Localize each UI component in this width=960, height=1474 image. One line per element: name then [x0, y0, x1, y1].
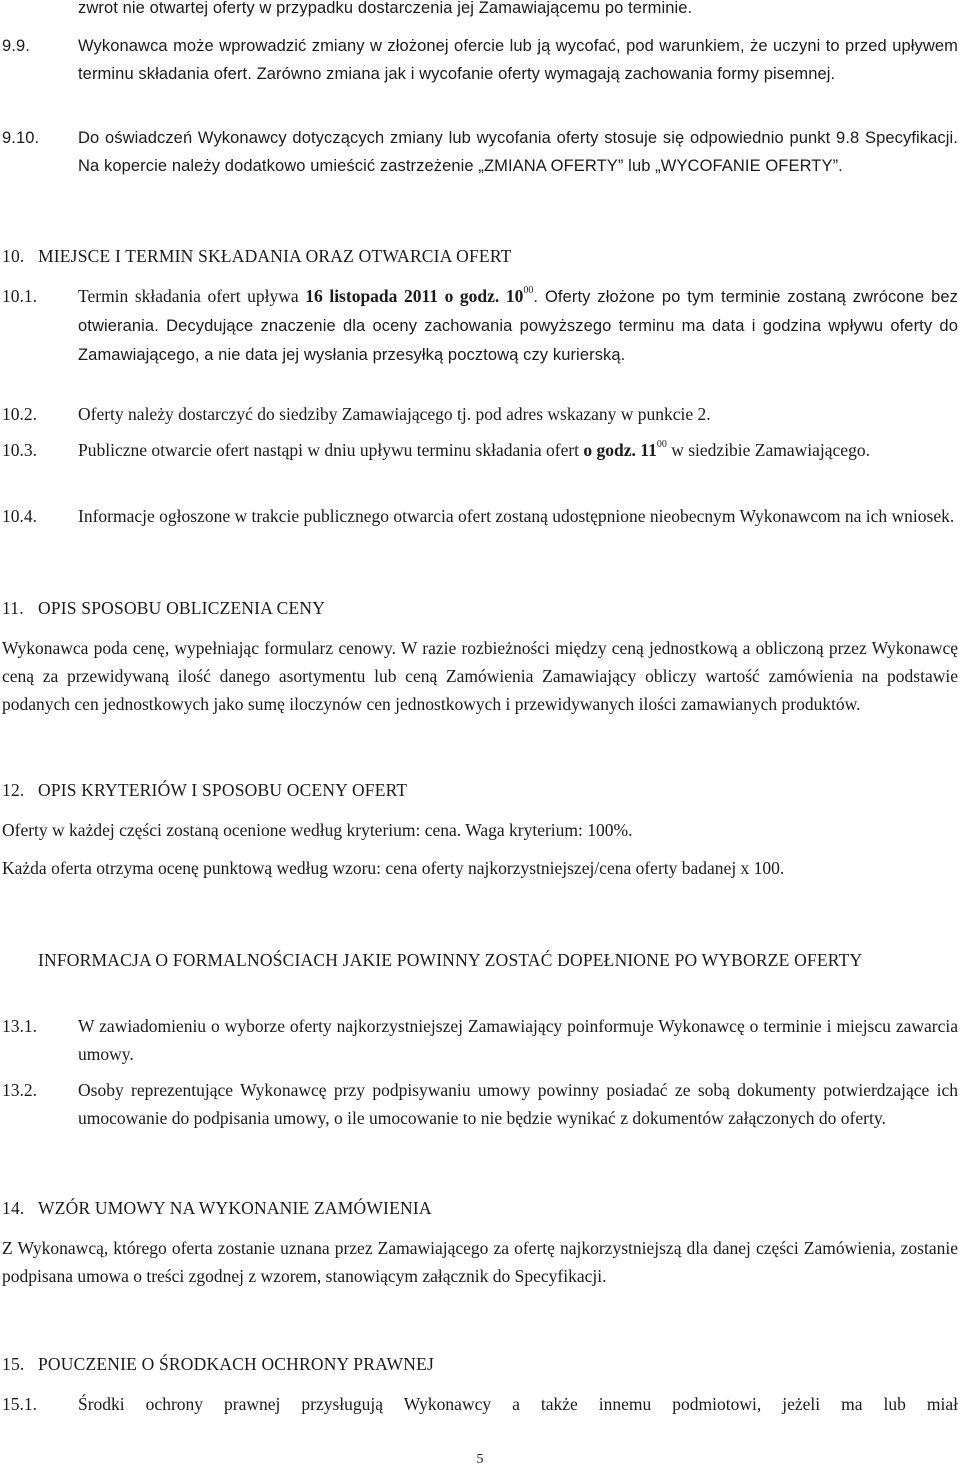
clause-9-10	[0, 124, 960, 208]
clause-number: 10.3.	[2, 440, 37, 460]
section-title: OPIS KRYTERIÓW I SPOSOBU OCENY OFERT	[38, 780, 408, 800]
clause-number: 10.1.	[2, 286, 37, 306]
clause-number: 13.1.	[2, 1016, 37, 1036]
clause-text: Termin składania ofert upływa 16 listopada 2011 o godz. $10^{00}$. Oferty złożone po tym terminie zostaną zwrócone bez otwierania. Decydujące znaczenie dla oceny zachowania powyższego terminu ma data i godzina wpływu oferty do Zamawiającego, a nie data jej wysłania przesyłką pocztową czy kurierską.	[78, 285, 958, 364]
clause-text: Publiczne otwarcie ofert nastąpi w dniu upływu terminu składania ofert o godz. $11^{00}$ w siedzibie Zamawiającego.	[78, 439, 870, 460]
section-number: 14.	[2, 1198, 25, 1218]
opening-time: o godz. 11	[583, 440, 657, 460]
clause-10-3	[0, 436, 960, 492]
clause-text: Wykonawca może wprowadzić zmiany w złożonej ofercie lub ją wycofać, pod warunkiem, że uczyni to przed upływem terminu składania ofert. Zarówno zmiana jak i wycofanie oferty wymagają zachowania formy pisemnej.	[78, 37, 958, 83]
section-number: 11.	[2, 598, 24, 618]
clause-text: Środki ochrony prawnej przysługują Wykonawcy a także innemu podmiotowi, jeżeli ma lub miał	[78, 1394, 958, 1414]
section-title: POUCZENIE O ŚRODKACH OCHRONY PRAWNEJ	[38, 1354, 435, 1374]
clause-number: 15.1.	[2, 1394, 37, 1414]
page-number: 5	[476, 1452, 484, 1467]
section-title: WZÓR UMOWY NA WYKONANIE ZAMÓWIENIA	[38, 1198, 432, 1218]
section-number: 12.	[2, 780, 25, 800]
clause-number: 10.4.	[2, 506, 37, 526]
section-number: 15.	[2, 1354, 25, 1374]
document-page: zwrot nie otwartej oferty w przypadku dostarczenia jej Zamawiającemu po terminie. 9.9. Wykonawca może wprowadzić zmiany w złożonej ofercie lub ją wycofać, pod warunkiem, że uczyni to przed upływem terminu składania ofert. Zarówno zmiana jak i wycofanie oferty wymagają zachowania formy pisemnej. 9.10. Do oświadczeń Wykonawcy dotyczących zmiany lub wycofania oferty stosuje się odpowiednio punkt 9.8 Specyfikacji. Na kopercie należy dodatkowo umieścić zastrzeżenie „ZMIANA OFERTY” lub „WYCOFANIE OFERTY”. 10. MIEJSCE I TERMIN SKŁADANIA ORAZ OTWARCIA OFERT 10.1. Termin składania ofert upływa 16 listopada 2011 o godz. $10^{00}$. Oferty złożone po tym terminie zostaną zwrócone bez otwierania. Decydujące znaczenie dla oceny zachowania powyższego terminu ma data i godzina wpływu oferty do Zamawiającego, a nie data jej wysłania przesyłką pocztową czy kurierską. 10.2. Oferty należy dostarczyć do siedziby Zamawiającego tj. pod adres wskazany w punkcie 2. 10.3. Publiczne otwarcie ofert nastąpi w dniu upływu terminu składania ofert o godz. $11^{00}$ w siedzibie Zamawiającego. 10.4. Informacje ogłoszone w trakcie publicznego otwarcia ofert zostaną udostępnione nieobecnym Wykonawcom na ich wniosek. 11. OPIS SPOSOBU OBLICZENIA CENY Wykonawca poda cenę, wypełniając formularz cenowy. W razie rozbieżności między ceną jednostkową a obliczoną przez Wykonawcę ceną za przewidywaną ilość danego asortymentu lub ceną Zamówienia Zamawiający obliczy wartość zamówienia na podstawie podanych cen jednostkowych jako sumę iloczynów cen jednostkowych i przewidywanych ilości zamawianych produktów. 12. OPIS KRYTERIÓW I SPOSOBU OCENY OFERT Oferty w każdej części zostaną ocenione według kryterium: cena. Waga kryterium: 100%. Każda oferta otrzyma ocenę punktową według wzoru: cena oferty najkorzystniejszej/cena oferty badanej x 100. INFORMACJA O FORMALNOŚCIACH JAKIE POWINNY ZOSTAĆ DOPEŁNIONE PO WYBORZE OFERTY 13.1. W zawiadomieniu o wyborze oferty najkorzystniejszej Zamawiający poinformuje Wykonawcę o terminie i miejscu zawarcia umowy. 13.2. Osoby reprezentujące Wykonawcę przy podpisywaniu umowy powinny posiadać ze sobą dokumenty potwierdzające ich umocowanie do podpisania umowy, o ile umocowanie to nie będzie wynikać z dokumentów załączonych do oferty. 14. WZÓR UMOWY NA WYKONANIE ZAMÓWIENIA Z Wykonawcą, którego oferta zostanie uznana przez Zamawiającego za ofertę najkorzystniejszą dla danej części Zamówienia, zostanie podpisana umowa o treści zgodnej z wzorem, stanowiącym załącznik do Specyfikacji. 15. POUCZENIE O ŚRODKACH OCHRONY PRAWNEJ 15.1. Środki ochrony prawnej przysługują Wykonawcy a także innemu podmiotowi, jeżeli ma lub miał 5	[0, 0, 960, 1467]
section-title: MIEJSCE I TERMIN SKŁADANIA ORAZ OTWARCIA OFERT	[38, 246, 512, 266]
clause-text: Osoby reprezentujące Wykonawcę przy podpisywaniu umowy powinny posiadać ze sobą dokumenty potwierdzające ich umocowanie do podpisania umowy, o ile umocowanie to nie będzie wynikać z dokumentów załączonych do oferty.	[78, 1080, 958, 1128]
clause-10-4	[0, 502, 960, 558]
section-title: INFORMACJA O FORMALNOŚCIACH JAKIE POWINNY ZOSTAĆ DOPEŁNIONE PO WYBORZE OFERTY	[38, 950, 863, 970]
clause-text: W zawiadomieniu o wyborze oferty najkorzystniejszej Zamawiający poinformuje Wykonawcę o terminie i miejscu zawarcia umowy.	[78, 1016, 958, 1064]
clause-text: Informacje ogłoszone w trakcie publicznego otwarcia ofert zostaną udostępnione nieobecnym Wykonawcom na ich wniosek.	[78, 506, 955, 526]
clause-text: Do oświadczeń Wykonawcy dotyczących zmiany lub wycofania oferty stosuje się odpowiednio punkt 9.8 Specyfikacji. Na kopercie należy dodatkowo umieścić zastrzeżenie „ZMIANA OFERTY” lub „WYCOFANIE OFERTY”.	[78, 129, 958, 175]
clause-text: Oferty należy dostarczyć do siedziby Zamawiającego tj. pod adres wskazany w punkcie 2.	[78, 404, 711, 424]
paragraph-11: Wykonawca poda cenę, wypełniając formularz cenowy. W razie rozbieżności między ceną jednostkową a obliczoną przez Wykonawcę ceną za przewidywaną ilość danego asortymentu lub ceną Zamówienia Zamawiający obliczy wartość zamówienia na podstawie podanych cen jednostkowych jako sumę iloczynów cen jednostkowych i przewidywanych ilości zamawianych produktów.	[2, 638, 958, 714]
deadline-date: 16 listopada 2011 o godz. 10	[305, 286, 524, 306]
clause-number: 9.9.	[2, 37, 30, 55]
section-title: OPIS SPOSOBU OBLICZENIA CENY	[38, 598, 326, 618]
section-number	[2, 946, 38, 974]
section-number: 10.	[2, 246, 25, 266]
paragraph-14: Z Wykonawcą, którego oferta zostanie uznana przez Zamawiającego za ofertę najkorzystniejszą dla danej części Zamówienia, zostanie podpisana umowa o treści zgodnej z wzorem, stanowiącym załącznik do Specyfikacji.	[2, 1238, 958, 1286]
clause-13-2	[0, 1076, 960, 1160]
clause-9-9	[0, 32, 960, 116]
clause-number: 13.2.	[2, 1080, 37, 1100]
section-heading-13	[0, 946, 960, 1002]
clause-10-1	[0, 282, 960, 394]
clause-13-1	[0, 1012, 960, 1068]
clause-number: 9.10.	[2, 129, 40, 147]
paragraph-12b: Każda oferta otrzyma ocenę punktową według wzoru: cena oferty najkorzystniejszej/cena oferty badanej x 100.	[2, 858, 785, 878]
clause-number: 10.2.	[2, 404, 37, 424]
